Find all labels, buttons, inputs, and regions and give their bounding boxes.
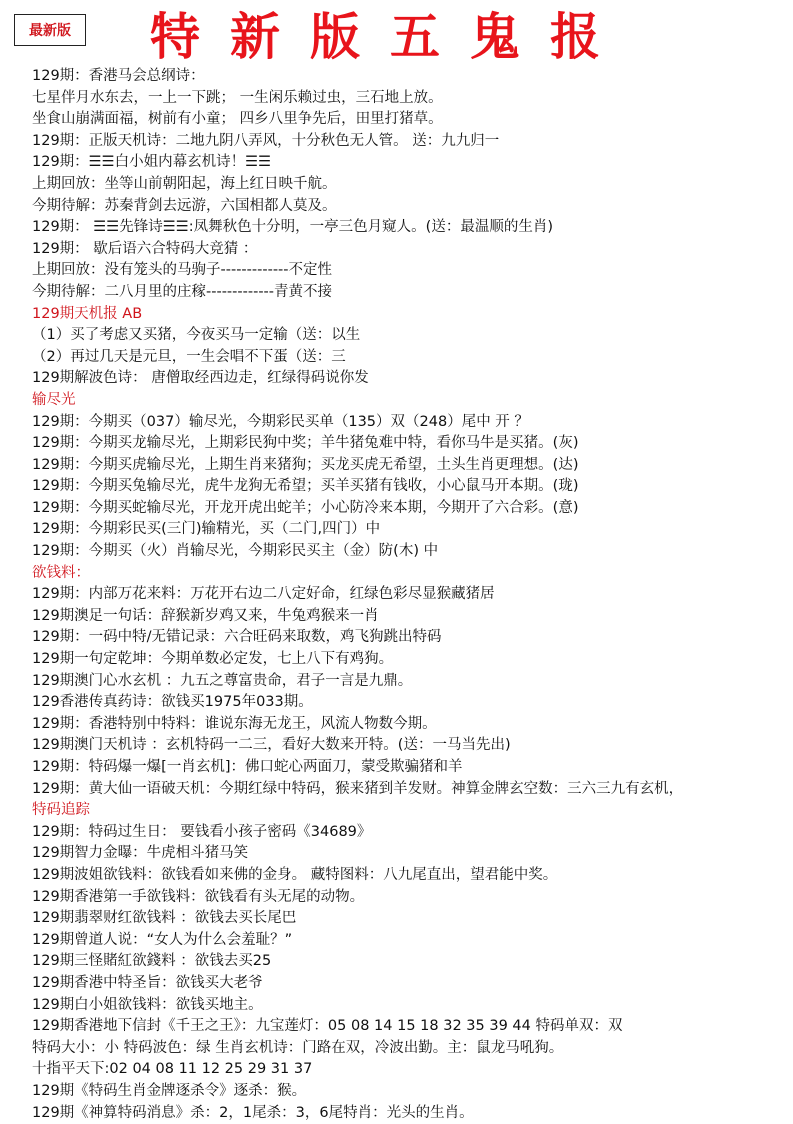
edition-badge: 最新版	[14, 14, 86, 46]
text-line: 上期回放：坐等山前朝阳起，海上红日映千航。	[32, 174, 788, 196]
text-line: 129期：正版天机诗：二地九阴八弄风，十分秋色无人管。 送：九九归一	[32, 131, 788, 153]
text-line: 今期待解：二八月里的庄稼-------------青黄不接	[32, 282, 788, 304]
text-line: 129期三怪賭紅欲錢料 ：欲钱去买25	[32, 951, 788, 973]
text-line: 129期香港第一手欲钱料：欲钱看有头无尾的动物。	[32, 887, 788, 909]
title-char: 版	[310, 0, 360, 69]
text-line: 129期：今期买兔输尽光，虎牛龙狗无希望；买羊买猪有钱收，小心鼠马开本期。(珑)	[32, 476, 788, 498]
text-line: 129期：今期买虎输尽光，上期生肖来猪狗；买龙买虎无希望，土头生肖更理想。(达)	[32, 455, 788, 477]
text-line: 129期澳足一句话：辞猴新岁鸡又来，牛兔鸡猴来一肖	[32, 606, 788, 628]
text-line: 129期波姐欲钱料：欲钱看如来佛的金身。 藏特图料：八九尾直出，望君能中奖。	[32, 865, 788, 887]
text-line: 129期：内部万花来料：万花开右边二八定好命，红绿色彩尽显猴藏猪居	[32, 584, 788, 606]
title-char: 五	[390, 0, 440, 69]
text-line: 129期：香港特别中特料：谁说东海无龙王，风流人物数今期。	[32, 714, 788, 736]
text-line: 129期：特码过生日： 要钱看小孩子密码《34689》	[32, 822, 788, 844]
text-line: 129期：今期买（037）输尽光，今期彩民买单（135）双（248）尾中 开 ？	[32, 412, 788, 434]
text-line: 129期澳门心水玄机 ：九五之尊富贵命，君子一言是九鼎。	[32, 671, 788, 693]
text-line: 129期：香港马会总纲诗：	[32, 66, 788, 88]
text-line: 129期智力金曝：牛虎相斗猪马笑	[32, 843, 788, 865]
document-body	[32, 66, 788, 1124]
text-line: 129期：一码中特/无错记录：六合旺码来取数，鸡飞狗跳出特码	[32, 627, 788, 649]
text-line: 129期香港地下信封《千王之王》：九宝莲灯：05 08 14 15 18 32 35 39 44 特码单双：双	[32, 1016, 788, 1038]
text-line: 今期待解：苏秦背剑去远游，六国相都人莫及。	[32, 196, 788, 218]
text-line: 129期：特码爆一爆[一肖玄机]：佛口蛇心两面刀，蒙受欺骗猪和羊	[32, 757, 788, 779]
text-line: 129期：今期买龙输尽光，上期彩民狗中奖；羊牛猪兔难中特，看你马牛是买猪。(灰)	[32, 433, 788, 455]
title-char: 特	[150, 0, 200, 69]
text-line: 129期曾道人说：“女人为什么会羞耻？”	[32, 930, 788, 952]
text-line: 129期：☰☰白小姐内幕玄机诗！☰☰	[32, 152, 788, 174]
text-line: 129期：黄大仙一语破天机：今期红绿中特码，猴来猪到羊发财。神算金牌玄空数：三六三九有玄机，	[32, 779, 788, 801]
text-line: 129期一句定乾坤：今期单数必定发，七上八下有鸡狗。	[32, 649, 788, 671]
title-char: 新	[230, 0, 280, 69]
text-line: 129期白小姐欲钱料：欲钱买地主。	[32, 995, 788, 1017]
text-line: 129期翡翠财红欲钱料 ：欲钱去买长尾巴	[32, 908, 788, 930]
title-char: 鬼	[470, 0, 520, 69]
text-line: 129期《特码生肖金牌逐杀令》逐杀：猴。	[32, 1081, 788, 1103]
section-heading: 特码追踪	[32, 800, 788, 822]
title-char: 报	[550, 0, 600, 69]
text-line: 129期：今期买（火）肖输尽光，今期彩民买主（金）防(木) 中	[32, 541, 788, 563]
text-line: 129期香港中特圣旨：欲钱买大老爷	[32, 973, 788, 995]
section-heading: 129期天机报 AB	[32, 304, 788, 326]
text-line: 十指平天下:02 04 08 11 12 25 29 31 37	[32, 1059, 788, 1081]
text-line: （1）买了考虑又买猪，今夜买马一定输（送：以生	[32, 325, 788, 347]
text-line: 129期解波色诗： 唐僧取经西边走，红绿得码说你发	[32, 368, 788, 390]
text-line: 129期《神算特码消息》杀：2，1尾杀：3，6尾特肖：光头的生肖。	[32, 1103, 788, 1124]
page-title	[150, 2, 600, 64]
text-line: 129期：今期买蛇输尽光，开龙开虎出蛇羊；小心防冷来本期，今期开了六合彩。(意)	[32, 498, 788, 520]
text-line: 129期： ☰☰先锋诗☰☰:凤舞秋色十分明，一亭三色月窥人。(送：最温顺的生肖)	[32, 217, 788, 239]
text-line: 七星伴月水东去，一上一下跳； 一生闲乐赖过虫，三石地上放。	[32, 88, 788, 110]
text-line: 特码大小：小 特码波色：绿 生肖玄机诗：门路在双，冷波出勤。主：鼠龙马吼狗。	[32, 1038, 788, 1060]
text-line: 129期： 歇后语六合特码大竞猜 ：	[32, 239, 788, 261]
text-line: 坐食山崩满面福，树前有小童； 四乡八里争先后，田里打猪草。	[32, 109, 788, 131]
text-line: 129期澳门天机诗 ：玄机特码一二三，看好大数来开特。(送：一马当先出)	[32, 735, 788, 757]
section-heading: 输尽光	[32, 390, 788, 412]
text-line: 上期回放：没有笼头的马驹子-------------不定性	[32, 260, 788, 282]
text-line: 129期：今期彩民买(三门)输精光，买（二门,四门）中	[32, 519, 788, 541]
text-line: 129香港传真药诗：欲钱买1975年033期。	[32, 692, 788, 714]
section-heading: 欲钱料：	[32, 563, 788, 585]
text-line: （2）再过几天是元旦，一生会唱不下蛋（送：三	[32, 347, 788, 369]
